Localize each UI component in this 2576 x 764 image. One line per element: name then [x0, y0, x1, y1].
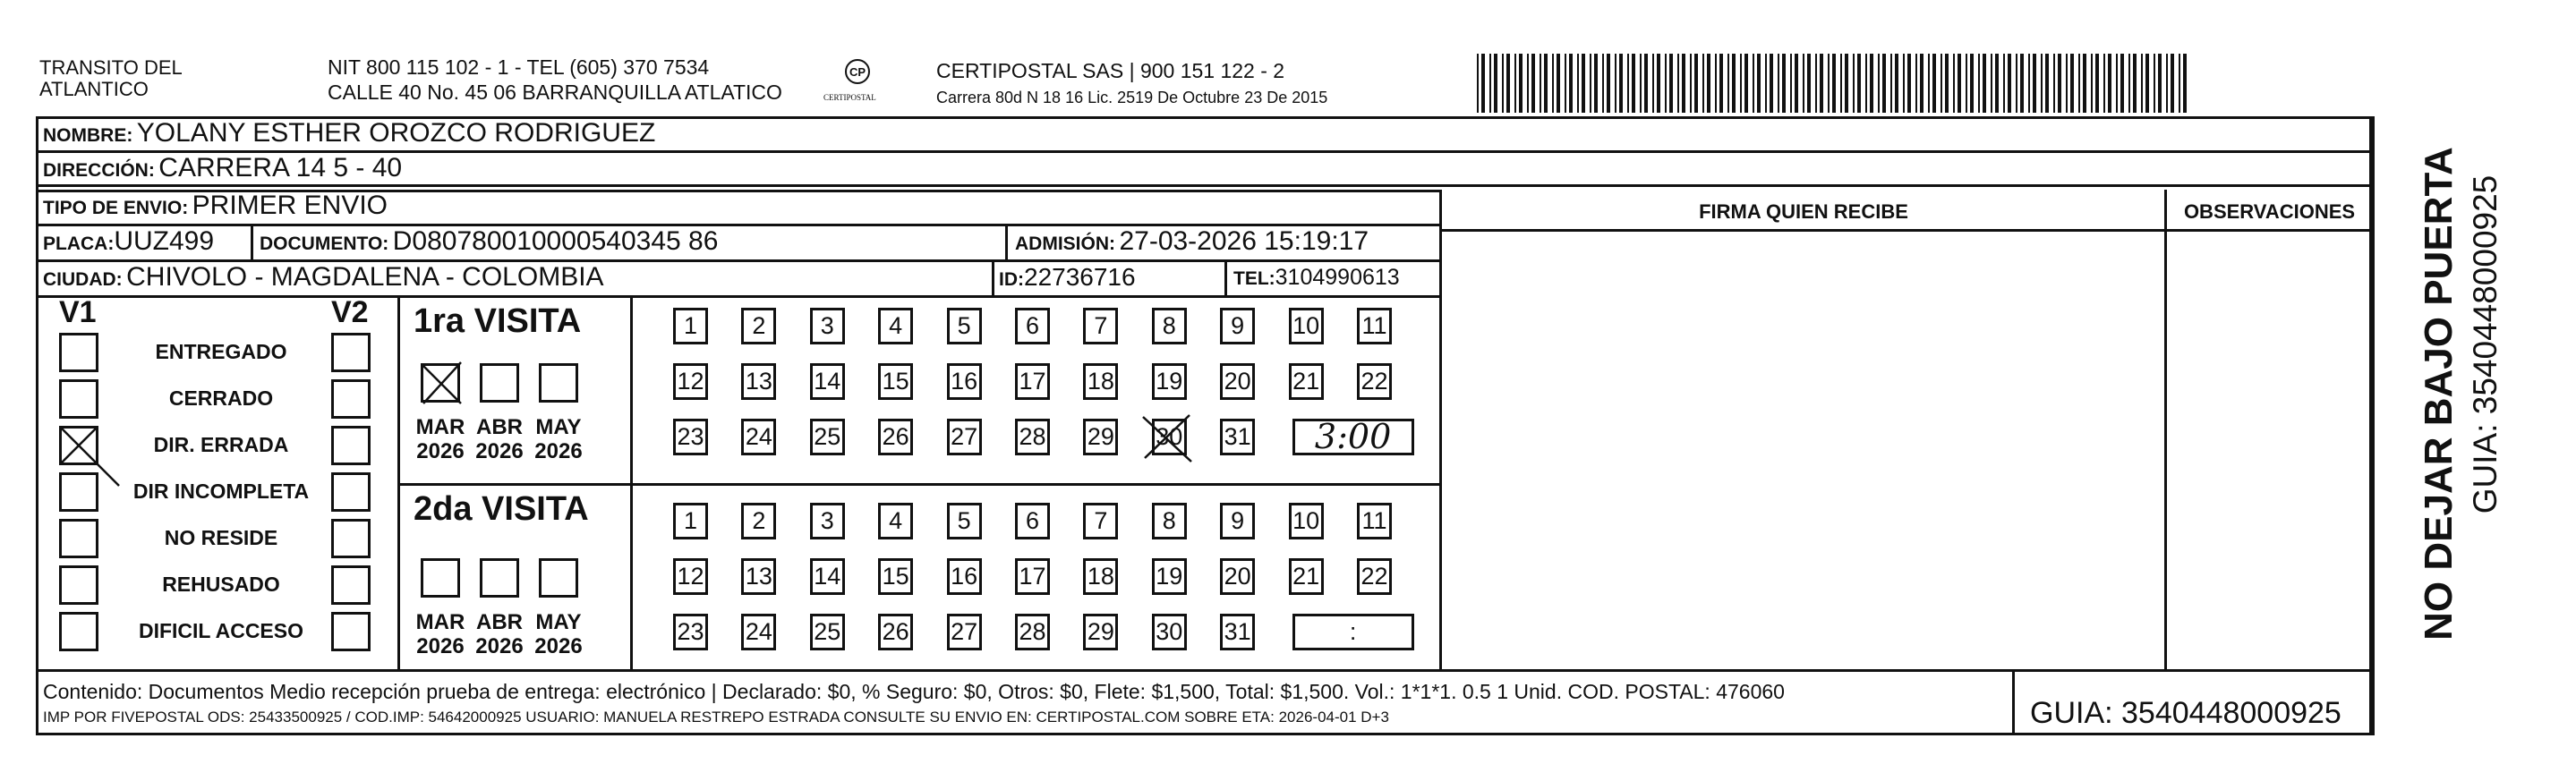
v1-checkbox[interactable] [59, 472, 98, 512]
id-label: ID: [999, 269, 1024, 290]
v2-checkbox[interactable] [331, 565, 371, 605]
status-label: NO RESIDE [164, 526, 278, 549]
first-visit-day-box[interactable]: 6 [1015, 308, 1050, 344]
status-label: REHUSADO [162, 573, 280, 596]
certipostal-logo [840, 57, 875, 93]
month-name: MAR [415, 415, 465, 439]
footer-guide-number: GUIA: 3540448000925 [2030, 696, 2341, 730]
first-visit-day-box[interactable]: 29 [1083, 419, 1118, 455]
x-mark-icon [56, 423, 101, 477]
second-visit-day-box[interactable]: 30 [1152, 614, 1187, 650]
document-label: DOCUMENTO: [260, 233, 389, 254]
first-visit-day-box[interactable]: 9 [1220, 308, 1255, 344]
second-visit-day-box[interactable]: 8 [1152, 503, 1187, 539]
second-visit-day-box[interactable]: 9 [1220, 503, 1255, 539]
second-visit-day-box[interactable]: 2 [741, 503, 776, 539]
admission-date: 27-03-2026 15:19:17 [1119, 226, 1369, 256]
first-visit-day-box[interactable]: 24 [741, 419, 776, 455]
month-name: ABR [476, 610, 523, 634]
first-visit-month-checkbox[interactable] [539, 363, 578, 403]
month-label [471, 610, 528, 658]
recipient-city: CHIVOLO - MAGDALENA - COLOMBIA [126, 262, 604, 292]
v2-checkbox[interactable] [331, 612, 371, 651]
certipostal-logo-text: CERTIPOSTAL [823, 93, 876, 102]
first-visit-day-box[interactable]: 18 [1083, 363, 1118, 400]
v1-checkbox[interactable] [59, 426, 98, 465]
second-visit-day-box[interactable]: 20 [1220, 558, 1255, 595]
month-name: MAY [535, 415, 582, 439]
first-visit-day-box[interactable]: 10 [1289, 308, 1324, 344]
second-visit-day-box[interactable]: 23 [673, 614, 708, 650]
v1-checkbox[interactable] [59, 379, 98, 419]
v1-checkbox[interactable] [59, 612, 98, 651]
second-visit-day-box[interactable]: 14 [810, 558, 845, 595]
first-visit-day-box[interactable]: 25 [810, 419, 845, 455]
side-guide-number: GUIA: 3540448000925 [2467, 174, 2503, 514]
first-visit-day-box[interactable]: 21 [1289, 363, 1324, 400]
second-visit-day-box[interactable]: 12 [673, 558, 708, 595]
status-label: DIFICIL ACCESO [138, 619, 303, 642]
city-label: CIUDAD: [43, 269, 123, 290]
recipient-id: 22736716 [1024, 263, 1136, 291]
tel-label: TEL: [1233, 268, 1275, 289]
first-visit-day-box[interactable]: 7 [1083, 308, 1118, 344]
observations-area[interactable] [2167, 233, 2372, 667]
month-year: 2026 [534, 634, 583, 658]
month-label [530, 415, 587, 463]
second-visit-day-box[interactable]: 28 [1015, 614, 1050, 650]
second-visit-day-box[interactable]: 25 [810, 614, 845, 650]
no-under-door-warning: NO DEJAR BAJO PUERTA [2417, 147, 2461, 641]
first-visit-time-box[interactable]: 3:00 [1292, 419, 1414, 455]
first-visit-day-box[interactable]: 12 [673, 363, 708, 400]
second-visit-day-box[interactable]: 24 [741, 614, 776, 650]
first-visit-day-box[interactable]: 4 [878, 308, 913, 344]
side-panel [2374, 143, 2461, 662]
first-visit-day-box[interactable]: 30 [1152, 419, 1187, 455]
recipient-address: CARRERA 14 5 - 40 [158, 153, 403, 183]
month-year: 2026 [416, 439, 465, 463]
second-visit-title: 2da VISITA [414, 490, 589, 528]
x-mark-icon [418, 361, 463, 405]
second-visit-day-box[interactable]: 5 [947, 503, 982, 539]
month-year: 2026 [416, 634, 465, 658]
month-year: 2026 [534, 439, 583, 463]
v2-checkbox[interactable] [331, 426, 371, 465]
second-visit-month-checkbox[interactable] [480, 558, 519, 598]
first-visit-day-box[interactable]: 5 [947, 308, 982, 344]
first-visit-month-checkbox[interactable] [480, 363, 519, 403]
signature-area[interactable] [1443, 233, 2164, 667]
v2-checkbox[interactable] [331, 519, 371, 558]
first-visit-day-box[interactable]: 28 [1015, 419, 1050, 455]
first-visit-day-box[interactable]: 22 [1357, 363, 1392, 400]
status-label: ENTREGADO [155, 340, 287, 363]
document-number: D080780010000540345 86 [392, 226, 719, 256]
first-visit-day-box[interactable]: 26 [878, 419, 913, 455]
month-name: MAY [535, 610, 582, 634]
sender-org-line2: ATLANTICO [39, 78, 149, 100]
month-label [412, 415, 469, 463]
observations-header: OBSERVACIONES [2183, 200, 2356, 223]
second-visit-day-box[interactable]: 6 [1015, 503, 1050, 539]
first-visit-day-box[interactable]: 1 [673, 308, 708, 344]
print-info: IMP POR FIVEPOSTAL ODS: 25433500925 / COD.IMP: 54642000925 USUARIO: MANUELA RESTREPO ESTRADA CONSULTE SU ENVIO EN: CERTIPOSTAL.COM SOBRE ETA: 2026-04-01 D+3 [43, 709, 1389, 726]
first-visit-day-box[interactable]: 17 [1015, 363, 1050, 400]
month-label [412, 610, 469, 658]
recipient-name: YOLANY ESTHER OROZCO RODRIGUEZ [136, 118, 656, 148]
month-label [530, 610, 587, 658]
first-visit-day-box[interactable]: 11 [1357, 308, 1392, 344]
second-visit-day-box[interactable]: 26 [878, 614, 913, 650]
second-visit-day-box[interactable]: 21 [1289, 558, 1324, 595]
second-visit-day-box[interactable]: 27 [947, 614, 982, 650]
month-year: 2026 [475, 439, 524, 463]
first-visit-title: 1ra VISITA [414, 302, 582, 340]
address-label: DIRECCIÓN: [43, 160, 155, 181]
svg-text:CP: CP [849, 65, 866, 79]
first-visit-day-box[interactable]: 20 [1220, 363, 1255, 400]
second-visit-day-box[interactable]: 22 [1357, 558, 1392, 595]
shipping-type: PRIMER ENVIO [192, 191, 388, 220]
second-visit-day-box[interactable]: 4 [878, 503, 913, 539]
status-label: DIR. ERRADA [153, 433, 289, 456]
second-visit-day-box[interactable]: 11 [1357, 503, 1392, 539]
second-visit-day-box[interactable]: 17 [1015, 558, 1050, 595]
first-visit-day-box[interactable]: 8 [1152, 308, 1187, 344]
month-label [471, 415, 528, 463]
first-visit-day-box[interactable]: 2 [741, 308, 776, 344]
second-visit-day-box[interactable]: 13 [741, 558, 776, 595]
month-name: ABR [476, 415, 523, 439]
first-visit-day-box[interactable]: 23 [673, 419, 708, 455]
v1-checkbox[interactable] [59, 519, 98, 558]
second-visit-day-box[interactable]: 16 [947, 558, 982, 595]
second-visit-day-box[interactable]: 19 [1152, 558, 1187, 595]
first-visit-day-box[interactable]: 16 [947, 363, 982, 400]
name-label: NOMBRE: [43, 125, 133, 146]
v2-checkbox[interactable] [331, 333, 371, 372]
second-visit-day-box[interactable]: 10 [1289, 503, 1324, 539]
side-guide-panel [2435, 143, 2503, 555]
second-visit-time-box[interactable]: : [1292, 614, 1414, 650]
first-visit-month-checkbox[interactable] [421, 363, 460, 403]
sender-nit: NIT 800 115 102 - 1 - TEL (605) 370 7534 [328, 55, 710, 79]
month-year: 2026 [475, 634, 524, 658]
shipping-type-label: TIPO DE ENVIO: [43, 198, 189, 218]
plate-label: PLACA: [43, 233, 115, 254]
first-visit-day-box[interactable]: 15 [878, 363, 913, 400]
second-visit-day-box[interactable]: 3 [810, 503, 845, 539]
v2-checkbox[interactable] [331, 379, 371, 419]
v2-label: V2 [331, 295, 369, 329]
sender-address: CALLE 40 No. 45 06 BARRANQUILLA ATLATICO [328, 81, 782, 104]
first-visit-day-box[interactable]: 27 [947, 419, 982, 455]
v2-checkbox[interactable] [331, 472, 371, 512]
second-visit-day-box[interactable]: 29 [1083, 614, 1118, 650]
status-label: DIR INCOMPLETA [132, 480, 310, 503]
courier-address: Carrera 80d N 18 16 Lic. 2519 De Octubre 23 De 2015 [936, 89, 1328, 106]
v1-label: V1 [59, 295, 97, 329]
first-visit-day-box[interactable]: 31 [1220, 419, 1255, 455]
first-visit-day-box[interactable]: 14 [810, 363, 845, 400]
v1-checkbox[interactable] [59, 333, 98, 372]
first-visit-day-box[interactable]: 3 [810, 308, 845, 344]
second-visit-day-box[interactable]: 15 [878, 558, 913, 595]
signature-header: FIRMA QUIEN RECIBE [1699, 200, 1908, 223]
courier-name: CERTIPOSTAL SAS | 900 151 122 - 2 [936, 59, 1285, 82]
sender-org-line1: TRANSITO DEL [39, 56, 183, 79]
admission-label: ADMISIÓN: [1015, 233, 1115, 254]
recipient-tel: 3104990613 [1275, 265, 1400, 290]
second-visit-month-checkbox[interactable] [421, 558, 460, 598]
first-visit-day-box[interactable]: 19 [1152, 363, 1187, 400]
second-visit-day-box[interactable]: 31 [1220, 614, 1255, 650]
month-name: MAR [415, 610, 465, 634]
plate-number: UUZ499 [114, 226, 215, 256]
x-mark-icon [1138, 412, 1200, 465]
second-visit-day-box[interactable]: 7 [1083, 503, 1118, 539]
second-visit-day-box[interactable]: 18 [1083, 558, 1118, 595]
second-visit-month-checkbox[interactable] [539, 558, 578, 598]
shipment-contents: Contenido: Documentos Medio recepción prueba de entrega: electrónico | Declarado: $0, % Seguro: $0, Otros: $0, Flete: $1,500, Total: $1,500. Vol.: 1*1*1. 0.5 1 Unid. COD. POSTAL: 476060 [43, 680, 1785, 703]
first-visit-day-box[interactable]: 13 [741, 363, 776, 400]
v1-checkbox[interactable] [59, 565, 98, 605]
barcode [1477, 54, 2193, 113]
status-label: CERRADO [168, 386, 274, 410]
second-visit-day-box[interactable]: 1 [673, 503, 708, 539]
